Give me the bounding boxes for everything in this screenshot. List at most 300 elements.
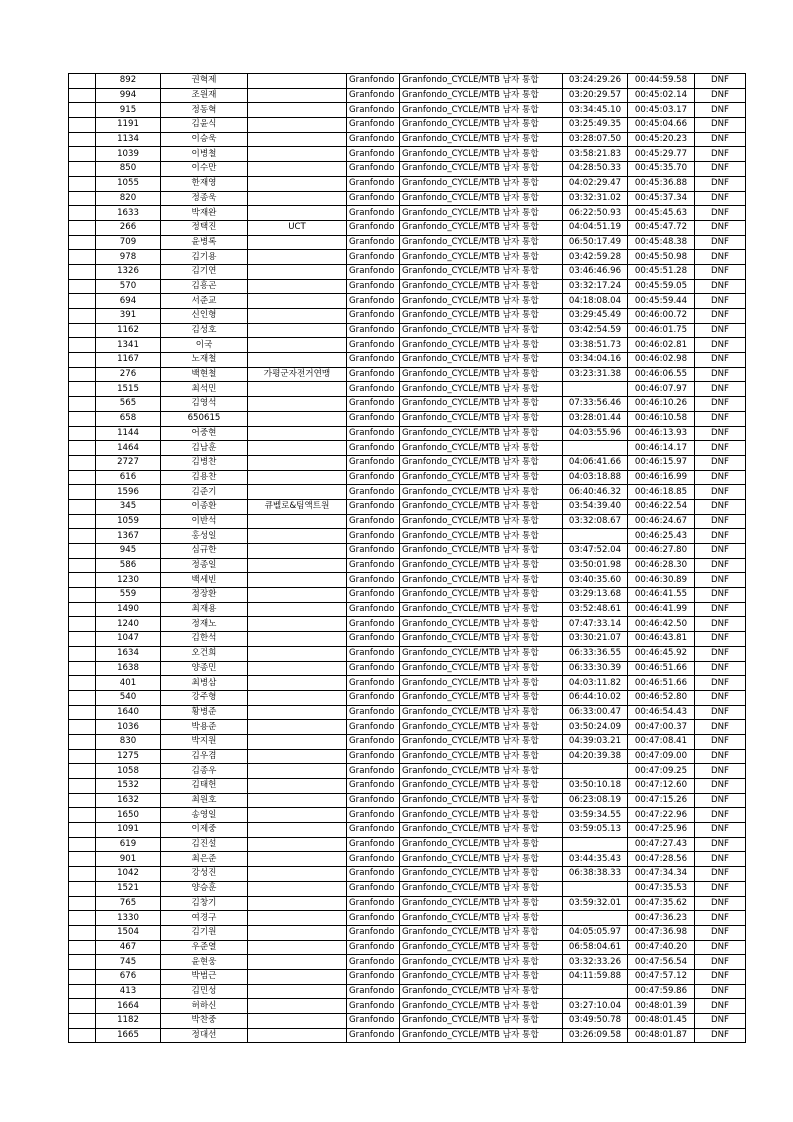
course-cell: Granfondo <box>347 999 400 1014</box>
rank-cell <box>69 499 96 514</box>
category-cell: Granfondo_CYCLE/MTB 남자 통합 <box>400 661 563 676</box>
bib-number-cell: 1036 <box>96 720 161 735</box>
table-row <box>69 191 746 206</box>
team-cell <box>248 250 347 265</box>
course-cell: Granfondo <box>347 573 400 588</box>
table-row <box>69 74 746 89</box>
table-row <box>69 632 746 647</box>
name-cell: 김흥곤 <box>161 279 248 294</box>
team-cell <box>248 588 347 603</box>
bib-number-cell: 1182 <box>96 1014 161 1029</box>
category-cell: Granfondo_CYCLE/MTB 남자 통합 <box>400 749 563 764</box>
table-row <box>69 470 746 485</box>
table-row <box>69 779 746 794</box>
course-cell: Granfondo <box>347 309 400 324</box>
status-cell: DNF <box>695 955 746 970</box>
rank-cell <box>69 235 96 250</box>
rank-cell <box>69 955 96 970</box>
record-time-cell <box>563 764 628 779</box>
team-cell <box>248 867 347 882</box>
rank-cell <box>69 382 96 397</box>
team-cell <box>248 279 347 294</box>
team-cell <box>248 323 347 338</box>
bib-number-cell: 1521 <box>96 881 161 896</box>
gap-time-cell: 00:46:51.66 <box>628 676 695 691</box>
category-cell: Granfondo_CYCLE/MTB 남자 통합 <box>400 147 563 162</box>
category-cell: Granfondo_CYCLE/MTB 남자 통합 <box>400 984 563 999</box>
name-cell: 노재철 <box>161 353 248 368</box>
table-row <box>69 881 746 896</box>
bib-number-cell: 676 <box>96 969 161 984</box>
record-time-cell: 03:28:01.44 <box>563 411 628 426</box>
status-cell: DNF <box>695 676 746 691</box>
table-row <box>69 514 746 529</box>
bib-number-cell: 820 <box>96 191 161 206</box>
rank-cell <box>69 88 96 103</box>
team-cell <box>248 88 347 103</box>
name-cell: 김기원 <box>161 925 248 940</box>
gap-time-cell: 00:46:00.72 <box>628 309 695 324</box>
category-cell: Granfondo_CYCLE/MTB 남자 통합 <box>400 720 563 735</box>
category-cell: Granfondo_CYCLE/MTB 남자 통합 <box>400 544 563 559</box>
team-cell <box>248 162 347 177</box>
bib-number-cell: 1058 <box>96 764 161 779</box>
rank-cell <box>69 793 96 808</box>
team-cell <box>248 485 347 500</box>
category-cell: Granfondo_CYCLE/MTB 남자 통합 <box>400 264 563 279</box>
team-cell <box>248 646 347 661</box>
rank-cell <box>69 544 96 559</box>
name-cell: 김용찬 <box>161 470 248 485</box>
table-row <box>69 323 746 338</box>
course-cell: Granfondo <box>347 264 400 279</box>
name-cell: 심규한 <box>161 544 248 559</box>
record-time-cell: 03:29:45.49 <box>563 309 628 324</box>
bib-number-cell: 1134 <box>96 132 161 147</box>
bib-number-cell: 1515 <box>96 382 161 397</box>
status-cell: DNF <box>695 823 746 838</box>
table-row <box>69 162 746 177</box>
category-cell: Granfondo_CYCLE/MTB 남자 통합 <box>400 1014 563 1029</box>
gap-time-cell: 00:46:16.99 <box>628 470 695 485</box>
course-cell: Granfondo <box>347 764 400 779</box>
category-cell: Granfondo_CYCLE/MTB 남자 통합 <box>400 485 563 500</box>
status-cell: DNF <box>695 617 746 632</box>
record-time-cell: 06:40:46.32 <box>563 485 628 500</box>
gap-time-cell: 00:46:52.80 <box>628 690 695 705</box>
course-cell: Granfondo <box>347 690 400 705</box>
status-cell: DNF <box>695 397 746 412</box>
gap-time-cell: 00:46:07.97 <box>628 382 695 397</box>
name-cell: 이승욱 <box>161 132 248 147</box>
record-time-cell: 04:03:18.88 <box>563 470 628 485</box>
table-row <box>69 969 746 984</box>
category-cell: Granfondo_CYCLE/MTB 남자 통합 <box>400 529 563 544</box>
team-cell <box>248 808 347 823</box>
course-cell: Granfondo <box>347 1014 400 1029</box>
status-cell: DNF <box>695 279 746 294</box>
gap-time-cell: 00:46:51.66 <box>628 661 695 676</box>
team-cell <box>248 235 347 250</box>
rank-cell <box>69 720 96 735</box>
course-cell: Granfondo <box>347 661 400 676</box>
table-row <box>69 940 746 955</box>
category-cell: Granfondo_CYCLE/MTB 남자 통합 <box>400 397 563 412</box>
table-row <box>69 132 746 147</box>
record-time-cell: 03:49:50.78 <box>563 1014 628 1029</box>
bib-number-cell: 1091 <box>96 823 161 838</box>
name-cell: 정종욱 <box>161 191 248 206</box>
record-time-cell: 03:50:01.98 <box>563 558 628 573</box>
category-cell: Granfondo_CYCLE/MTB 남자 통합 <box>400 470 563 485</box>
gap-time-cell: 00:46:10.58 <box>628 411 695 426</box>
category-cell: Granfondo_CYCLE/MTB 남자 통합 <box>400 896 563 911</box>
status-cell: DNF <box>695 808 746 823</box>
gap-time-cell: 00:47:15.26 <box>628 793 695 808</box>
record-time-cell: 04:02:29.47 <box>563 176 628 191</box>
course-cell: Granfondo <box>347 558 400 573</box>
bib-number-cell: 1634 <box>96 646 161 661</box>
bib-number-cell: 1039 <box>96 147 161 162</box>
rank-cell <box>69 147 96 162</box>
rank-cell <box>69 455 96 470</box>
bib-number-cell: 945 <box>96 544 161 559</box>
table-row <box>69 558 746 573</box>
course-cell: Granfondo <box>347 544 400 559</box>
status-cell: DNF <box>695 441 746 456</box>
category-cell: Granfondo_CYCLE/MTB 남자 통합 <box>400 808 563 823</box>
team-cell: UCT <box>248 220 347 235</box>
table-row <box>69 588 746 603</box>
bib-number-cell: 1367 <box>96 529 161 544</box>
bib-number-cell: 850 <box>96 162 161 177</box>
gap-time-cell: 00:45:35.70 <box>628 162 695 177</box>
category-cell: Granfondo_CYCLE/MTB 남자 통합 <box>400 88 563 103</box>
bib-number-cell: 765 <box>96 896 161 911</box>
rank-cell <box>69 441 96 456</box>
status-cell: DNF <box>695 793 746 808</box>
category-cell: Granfondo_CYCLE/MTB 남자 통합 <box>400 646 563 661</box>
rank-cell <box>69 911 96 926</box>
team-cell <box>248 1028 347 1043</box>
bib-number-cell: 401 <box>96 676 161 691</box>
gap-time-cell: 00:47:36.98 <box>628 925 695 940</box>
team-cell <box>248 705 347 720</box>
status-cell: DNF <box>695 867 746 882</box>
status-cell: DNF <box>695 103 746 118</box>
bib-number-cell: 570 <box>96 279 161 294</box>
bib-number-cell: 586 <box>96 558 161 573</box>
course-cell: Granfondo <box>347 103 400 118</box>
gap-time-cell: 00:47:12.60 <box>628 779 695 794</box>
bib-number-cell: 1330 <box>96 911 161 926</box>
team-cell <box>248 602 347 617</box>
bib-number-cell: 1275 <box>96 749 161 764</box>
course-cell: Granfondo <box>347 176 400 191</box>
rank-cell <box>69 823 96 838</box>
course-cell: Granfondo <box>347 588 400 603</box>
course-cell: Granfondo <box>347 896 400 911</box>
table-row <box>69 925 746 940</box>
team-cell <box>248 118 347 133</box>
name-cell: 정택진 <box>161 220 248 235</box>
category-cell: Granfondo_CYCLE/MTB 남자 통합 <box>400 206 563 221</box>
course-cell: Granfondo <box>347 779 400 794</box>
table-row <box>69 353 746 368</box>
table-row <box>69 411 746 426</box>
name-cell: 김우겸 <box>161 749 248 764</box>
status-cell: DNF <box>695 940 746 955</box>
team-cell <box>248 529 347 544</box>
bib-number-cell: 1504 <box>96 925 161 940</box>
team-cell <box>248 881 347 896</box>
team-cell <box>248 397 347 412</box>
rank-cell <box>69 74 96 89</box>
table-row <box>69 749 746 764</box>
name-cell: 양종민 <box>161 661 248 676</box>
gap-time-cell: 00:45:50.98 <box>628 250 695 265</box>
name-cell: 조원재 <box>161 88 248 103</box>
gap-time-cell: 00:47:35.53 <box>628 881 695 896</box>
category-cell: Granfondo_CYCLE/MTB 남자 통합 <box>400 176 563 191</box>
category-cell: Granfondo_CYCLE/MTB 남자 통합 <box>400 103 563 118</box>
status-cell: DNF <box>695 1014 746 1029</box>
record-time-cell: 03:28:07.50 <box>563 132 628 147</box>
team-cell <box>248 911 347 926</box>
status-cell: DNF <box>695 353 746 368</box>
table-row <box>69 88 746 103</box>
bib-number-cell: 1596 <box>96 485 161 500</box>
team-cell <box>248 793 347 808</box>
category-cell: Granfondo_CYCLE/MTB 남자 통합 <box>400 617 563 632</box>
rank-cell <box>69 646 96 661</box>
gap-time-cell: 00:46:54.43 <box>628 705 695 720</box>
status-cell: DNF <box>695 837 746 852</box>
gap-time-cell: 00:45:48.38 <box>628 235 695 250</box>
category-cell: Granfondo_CYCLE/MTB 남자 통합 <box>400 162 563 177</box>
status-cell: DNF <box>695 705 746 720</box>
status-cell: DNF <box>695 734 746 749</box>
gap-time-cell: 00:46:02.98 <box>628 353 695 368</box>
bib-number-cell: 745 <box>96 955 161 970</box>
status-cell: DNF <box>695 852 746 867</box>
course-cell: Granfondo <box>347 353 400 368</box>
gap-time-cell: 00:46:15.97 <box>628 455 695 470</box>
bib-number-cell: 540 <box>96 690 161 705</box>
bib-number-cell: 830 <box>96 734 161 749</box>
bib-number-cell: 565 <box>96 397 161 412</box>
bib-number-cell: 616 <box>96 470 161 485</box>
table-row <box>69 720 746 735</box>
course-cell: Granfondo <box>347 984 400 999</box>
category-cell: Granfondo_CYCLE/MTB 남자 통합 <box>400 602 563 617</box>
bib-number-cell: 413 <box>96 984 161 999</box>
rank-cell <box>69 470 96 485</box>
gap-time-cell: 00:45:03.17 <box>628 103 695 118</box>
gap-time-cell: 00:45:29.77 <box>628 147 695 162</box>
bib-number-cell: 467 <box>96 940 161 955</box>
course-cell: Granfondo <box>347 250 400 265</box>
team-cell <box>248 661 347 676</box>
record-time-cell: 03:25:49.35 <box>563 118 628 133</box>
rank-cell <box>69 338 96 353</box>
category-cell: Granfondo_CYCLE/MTB 남자 통합 <box>400 837 563 852</box>
status-cell: DNF <box>695 896 746 911</box>
category-cell: Granfondo_CYCLE/MTB 남자 통합 <box>400 867 563 882</box>
gap-time-cell: 00:47:34.34 <box>628 867 695 882</box>
name-cell: 오건희 <box>161 646 248 661</box>
record-time-cell: 06:22:50.93 <box>563 206 628 221</box>
name-cell: 신인형 <box>161 309 248 324</box>
table-row <box>69 1028 746 1043</box>
course-cell: Granfondo <box>347 529 400 544</box>
rank-cell <box>69 485 96 500</box>
category-cell: Granfondo_CYCLE/MTB 남자 통합 <box>400 132 563 147</box>
category-cell: Granfondo_CYCLE/MTB 남자 통합 <box>400 911 563 926</box>
rank-cell <box>69 118 96 133</box>
team-cell <box>248 749 347 764</box>
record-time-cell <box>563 441 628 456</box>
status-cell: DNF <box>695 250 746 265</box>
status-cell: DNF <box>695 220 746 235</box>
gap-time-cell: 00:48:01.87 <box>628 1028 695 1043</box>
gap-time-cell: 00:45:47.72 <box>628 220 695 235</box>
course-cell: Granfondo <box>347 940 400 955</box>
status-cell: DNF <box>695 338 746 353</box>
category-cell: Granfondo_CYCLE/MTB 남자 통합 <box>400 1028 563 1043</box>
team-cell <box>248 999 347 1014</box>
team-cell <box>248 206 347 221</box>
record-time-cell: 04:20:39.38 <box>563 749 628 764</box>
category-cell: Granfondo_CYCLE/MTB 남자 통합 <box>400 323 563 338</box>
rank-cell <box>69 984 96 999</box>
name-cell: 황병준 <box>161 705 248 720</box>
rank-cell <box>69 397 96 412</box>
category-cell: Granfondo_CYCLE/MTB 남자 통합 <box>400 294 563 309</box>
team-cell <box>248 294 347 309</box>
table-row <box>69 544 746 559</box>
category-cell: Granfondo_CYCLE/MTB 남자 통합 <box>400 764 563 779</box>
status-cell: DNF <box>695 632 746 647</box>
name-cell: 송영일 <box>161 808 248 823</box>
name-cell: 양승훈 <box>161 881 248 896</box>
table-row <box>69 984 746 999</box>
record-time-cell: 03:20:29.57 <box>563 88 628 103</box>
name-cell: 김병찬 <box>161 455 248 470</box>
category-cell: Granfondo_CYCLE/MTB 남자 통합 <box>400 426 563 441</box>
status-cell: DNF <box>695 779 746 794</box>
record-time-cell: 03:29:13.68 <box>563 588 628 603</box>
course-cell: Granfondo <box>347 382 400 397</box>
team-cell <box>248 338 347 353</box>
rank-cell <box>69 426 96 441</box>
bib-number-cell: 901 <box>96 852 161 867</box>
gap-time-cell: 00:46:27.80 <box>628 544 695 559</box>
team-cell <box>248 764 347 779</box>
team-cell <box>248 426 347 441</box>
table-row <box>69 690 746 705</box>
status-cell: DNF <box>695 132 746 147</box>
status-cell: DNF <box>695 206 746 221</box>
table-row <box>69 734 746 749</box>
record-time-cell: 06:33:36.55 <box>563 646 628 661</box>
team-cell <box>248 632 347 647</box>
name-cell: 백세빈 <box>161 573 248 588</box>
status-cell: DNF <box>695 529 746 544</box>
gap-time-cell: 00:47:00.37 <box>628 720 695 735</box>
table-row <box>69 955 746 970</box>
name-cell: 김종우 <box>161 764 248 779</box>
record-time-cell: 04:39:03.21 <box>563 734 628 749</box>
category-cell: Granfondo_CYCLE/MTB 남자 통합 <box>400 191 563 206</box>
category-cell: Granfondo_CYCLE/MTB 남자 통합 <box>400 499 563 514</box>
bib-number-cell: 1042 <box>96 867 161 882</box>
record-time-cell: 06:23:08.19 <box>563 793 628 808</box>
record-time-cell <box>563 529 628 544</box>
team-cell <box>248 734 347 749</box>
table-row <box>69 250 746 265</box>
bib-number-cell: 1664 <box>96 999 161 1014</box>
name-cell: 김윤식 <box>161 118 248 133</box>
category-cell: Granfondo_CYCLE/MTB 남자 통합 <box>400 441 563 456</box>
gap-time-cell: 00:45:59.44 <box>628 294 695 309</box>
category-cell: Granfondo_CYCLE/MTB 남자 통합 <box>400 250 563 265</box>
gap-time-cell: 00:47:36.23 <box>628 911 695 926</box>
gap-time-cell: 00:47:35.62 <box>628 896 695 911</box>
course-cell: Granfondo <box>347 162 400 177</box>
name-cell: 허하신 <box>161 999 248 1014</box>
bib-number-cell: 1191 <box>96 118 161 133</box>
record-time-cell: 03:54:39.40 <box>563 499 628 514</box>
status-cell: DNF <box>695 382 746 397</box>
record-time-cell: 04:28:50.33 <box>563 162 628 177</box>
bib-number-cell: 1665 <box>96 1028 161 1043</box>
category-cell: Granfondo_CYCLE/MTB 남자 통합 <box>400 382 563 397</box>
bib-number-cell: 1632 <box>96 793 161 808</box>
record-time-cell: 03:27:10.04 <box>563 999 628 1014</box>
record-time-cell: 03:59:32.01 <box>563 896 628 911</box>
course-cell: Granfondo <box>347 441 400 456</box>
name-cell: 이병철 <box>161 147 248 162</box>
course-cell: Granfondo <box>347 514 400 529</box>
course-cell: Granfondo <box>347 676 400 691</box>
bib-number-cell: 658 <box>96 411 161 426</box>
status-cell: DNF <box>695 235 746 250</box>
team-cell <box>248 573 347 588</box>
gap-time-cell: 00:47:57.12 <box>628 969 695 984</box>
course-cell: Granfondo <box>347 88 400 103</box>
bib-number-cell: 694 <box>96 294 161 309</box>
course-cell: Granfondo <box>347 485 400 500</box>
record-time-cell: 04:11:59.88 <box>563 969 628 984</box>
name-cell: 박지원 <box>161 734 248 749</box>
name-cell: 최원호 <box>161 793 248 808</box>
bib-number-cell: 559 <box>96 588 161 603</box>
gap-time-cell: 00:47:22.96 <box>628 808 695 823</box>
gap-time-cell: 00:46:01.75 <box>628 323 695 338</box>
table-row <box>69 896 746 911</box>
name-cell: 박재완 <box>161 206 248 221</box>
gap-time-cell: 00:47:09.00 <box>628 749 695 764</box>
gap-time-cell: 00:47:09.25 <box>628 764 695 779</box>
record-time-cell: 04:04:51.19 <box>563 220 628 235</box>
team-cell <box>248 925 347 940</box>
status-cell: DNF <box>695 544 746 559</box>
course-cell: Granfondo <box>347 455 400 470</box>
record-time-cell: 03:34:45.10 <box>563 103 628 118</box>
record-time-cell <box>563 881 628 896</box>
bib-number-cell: 619 <box>96 837 161 852</box>
